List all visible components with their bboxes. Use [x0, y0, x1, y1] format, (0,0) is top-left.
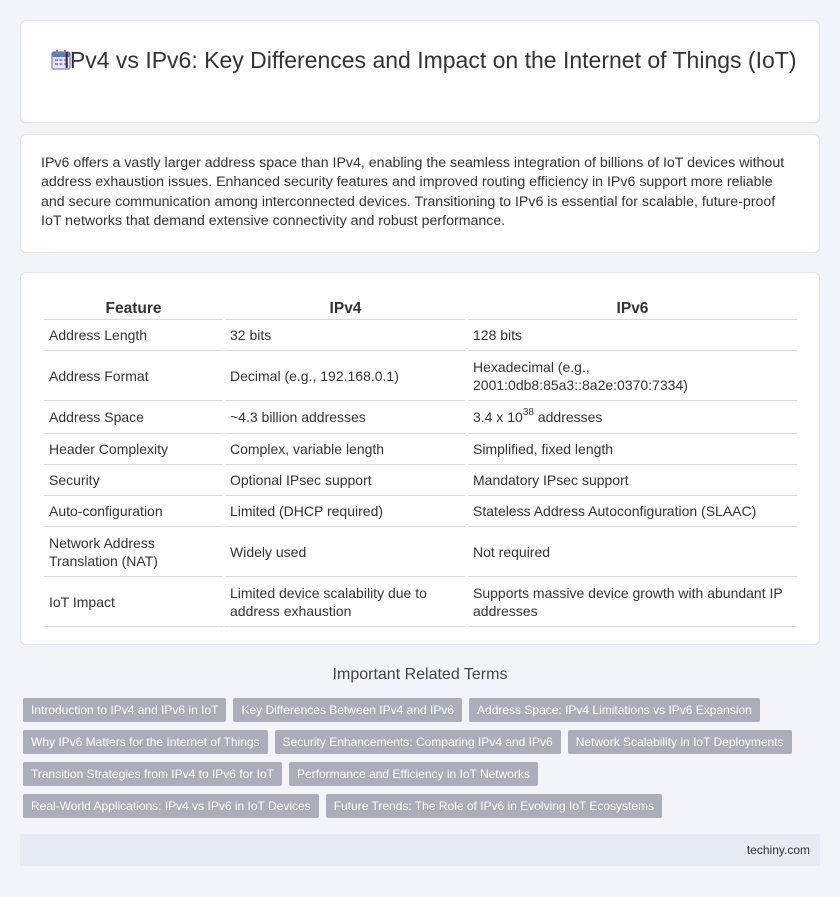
- ipv4-cell: Limited device scalability due to address exhaustion: [225, 577, 466, 627]
- table-row: [44, 465, 797, 496]
- tag-row: [23, 730, 803, 754]
- table-row: [44, 577, 797, 627]
- related-term-tag[interactable]: Key Differences Between IPv4 and IPv6: [233, 698, 462, 722]
- feature-cell: Address Length: [44, 320, 223, 351]
- related-term-tag[interactable]: Real-World Applications: IPv4 vs IPv6 in IoT Devices: [23, 794, 319, 818]
- feature-cell: Security: [44, 465, 223, 496]
- feature-cell: Header Complexity: [44, 434, 223, 465]
- tag-row: [23, 794, 803, 818]
- summary-card: [20, 134, 820, 253]
- ipv6-cell: 3.4 x $10^{38}$ addresses: [468, 401, 797, 434]
- related-term-tag[interactable]: Network Scalability in IoT Deployments: [568, 730, 792, 754]
- ipv4-cell: Widely used: [225, 527, 466, 577]
- header-ipv4: IPv4: [225, 296, 466, 320]
- table-header-row: [44, 296, 797, 320]
- ipv4-cell: ~4.3 billion addresses: [225, 401, 466, 434]
- feature-cell: Address Space: [44, 401, 223, 434]
- related-term-tag[interactable]: Address Space: IPv4 Limitations vs IPv6 Expansion: [469, 698, 760, 722]
- table-row: [44, 434, 797, 465]
- ipv4-cell: 32 bits: [225, 320, 466, 351]
- ipv6-cell: Hexadecimal (e.g., 2001:0db8:85a3::8a2e:0370:7334): [468, 351, 797, 401]
- related-terms-title: Important Related Terms: [332, 666, 508, 683]
- feature-cell: Auto-configuration: [44, 496, 223, 527]
- comparison-table: [42, 296, 799, 627]
- summary-text: IPv6 offers a vastly larger address space than IPv4, enabling the seamless integration of billions of IoT devices without address exhaustion issues. Enhanced security features and improved routing efficiency in IPv6 support more reliable and secure communication among interconnected devices. Transitioning to IPv6 is essential for scalable, future-proof IoT networks that demand extensive connectivity and robust performance.: [41, 155, 785, 229]
- ipv6-cell: Stateless Address Autoconfiguration (SLAAC): [468, 496, 797, 527]
- related-term-tag[interactable]: Introduction to IPv4 and IPv6 in IoT: [23, 698, 226, 722]
- page-title: IPv4 vs IPv6: Key Differences and Impact on the Internet of Things (IoT): [63, 47, 797, 73]
- ipv4-cell: Limited (DHCP required): [225, 496, 466, 527]
- ipv6-cell: Simplified, fixed length: [468, 434, 797, 465]
- related-term-tag[interactable]: Transition Strategies from IPv4 to IPv6 for IoT: [23, 762, 282, 786]
- table-row: [44, 320, 797, 351]
- header-ipv6: IPv6: [468, 296, 797, 320]
- related-term-tag[interactable]: Why IPv6 Matters for the Internet of Things: [23, 730, 268, 754]
- footer: [20, 834, 820, 866]
- title-card: [20, 20, 820, 123]
- ipv6-cell: Mandatory IPsec support: [468, 465, 797, 496]
- header-feature: Feature: [44, 296, 223, 320]
- feature-cell: Network Address Translation (NAT): [44, 527, 223, 577]
- related-terms-list: [23, 698, 803, 826]
- tag-row: [23, 698, 803, 722]
- table-row: [44, 496, 797, 527]
- ipv6-cell: Not required: [468, 527, 797, 577]
- table-row: [44, 401, 797, 434]
- table-row: [44, 527, 797, 577]
- ipv4-cell: Decimal (e.g., 192.168.0.1): [225, 351, 466, 401]
- related-term-tag[interactable]: Performance and Efficiency in IoT Networks: [289, 762, 538, 786]
- ipv4-cell: Complex, variable length: [225, 434, 466, 465]
- comparison-table-card: [20, 272, 820, 645]
- ipv6-cell: Supports massive device growth with abundant IP addresses: [468, 577, 797, 627]
- feature-cell: Address Format: [44, 351, 223, 401]
- related-term-tag[interactable]: Security Enhancements: Comparing IPv4 and IPv6: [275, 730, 561, 754]
- feature-cell: IoT Impact: [44, 577, 223, 627]
- tag-row: [23, 762, 803, 786]
- ipv6-cell: 128 bits: [468, 320, 797, 351]
- table-row: [44, 351, 797, 401]
- exponent: 38: [522, 407, 534, 419]
- footer-brand[interactable]: techiny.com: [746, 843, 810, 857]
- related-term-tag[interactable]: Future Trends: The Role of IPv6 in Evolving IoT Ecosystems: [326, 794, 662, 818]
- ipv4-cell: Optional IPsec support: [225, 465, 466, 496]
